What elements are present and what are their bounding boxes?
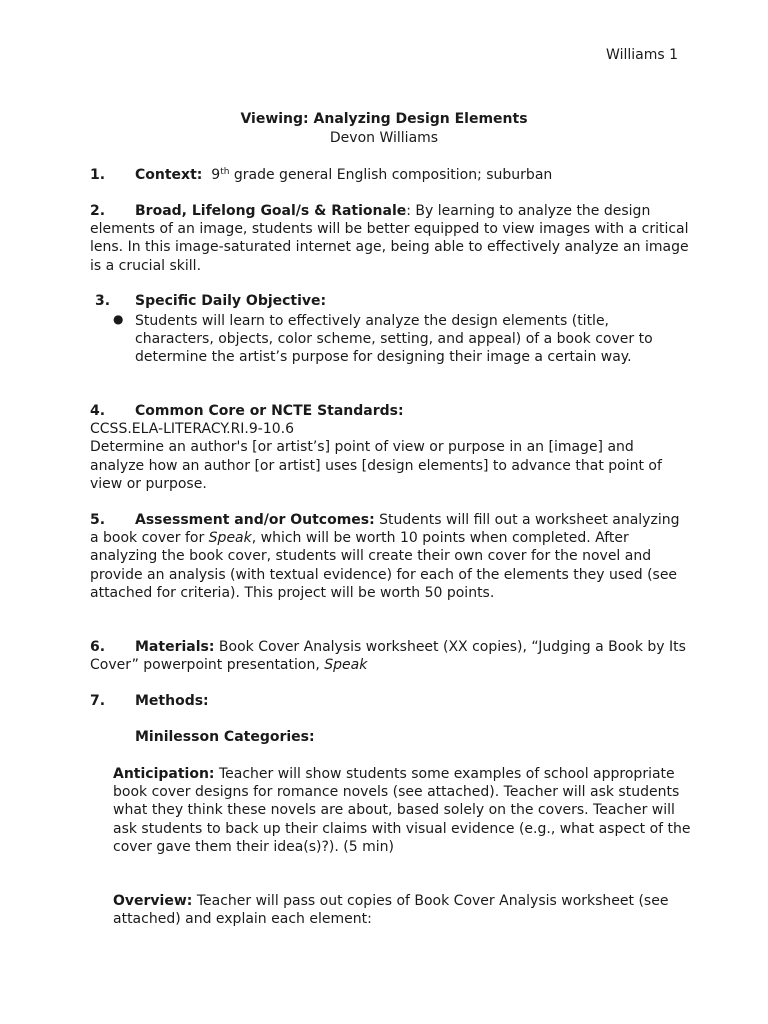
sub-heading: Minilesson Categories: — [135, 729, 315, 745]
page-header: Williams 1 — [606, 47, 678, 63]
section-number: 3. — [95, 293, 111, 309]
standard-code: CCSS.ELA-LITERACY.RI.9-10.6 — [90, 421, 295, 438]
section-number: 7. — [90, 693, 106, 709]
section-text: Students will fill out a worksheet analyzing a book cover for — [90, 512, 680, 547]
superscript: th — [220, 167, 230, 177]
objective-bullet-text: Students will learn to effectively analyze the design elements (title, characters, objects, color scheme, setting, and appeal) of a book cover to determine the artist’s purpose for designing their image a certain way. — [135, 313, 653, 366]
section-number: 1. — [90, 167, 106, 183]
section-label: Assessment and/or Outcomes: — [135, 512, 375, 528]
section-label: Common Core or NCTE Standards: — [135, 403, 404, 419]
paragraph-text: Teacher will show students some examples of school appropriate book cover designs for romance novels (see attached). Teacher will ask students what they think these novels are about, based solely on the covers. Teacher will ask students to back up their claims with visual evidence (e.g., what aspect of the cover gave them their idea(s)?). (5 min) — [113, 766, 691, 855]
section-text: Determine an author's [or artist’s] point of view or purpose in an [image] and analyze how an author [or artist] uses [design elements] to advance that point of view or purpose. — [90, 439, 662, 492]
section-number: 6. — [90, 639, 106, 655]
minilesson-heading — [135, 728, 735, 746]
section-objective — [95, 292, 695, 310]
section-label: Materials: — [135, 639, 215, 655]
section-text: : By learning to analyze the design elements of an image, students will be better equipped to view images with a critical lens. In this image-saturated internet age, being able to effectively analyze an image is a crucial skill. — [90, 203, 689, 274]
section-goal — [90, 202, 690, 275]
section-materials — [90, 638, 690, 674]
section-assessment — [90, 511, 690, 602]
anticipation-paragraph — [113, 765, 693, 856]
italic-title: Speak — [208, 530, 252, 547]
section-text: Book Cover Analysis worksheet (XX copies), “Judging a Book by Its Cover” powerpoint presentation, — [90, 639, 686, 674]
italic-title: Speak — [324, 657, 368, 674]
document-title — [0, 110, 768, 129]
section-label: Methods: — [135, 693, 209, 709]
section-label: Context: — [135, 167, 203, 183]
section-number: 5. — [90, 512, 106, 528]
overview-paragraph — [113, 892, 693, 928]
section-label: Specific Daily Objective: — [135, 293, 327, 309]
section-number: 2. — [90, 203, 106, 219]
section-text: 9 — [211, 167, 221, 183]
paragraph-label: Anticipation: — [113, 766, 215, 782]
section-text: , which will be worth 10 points when completed. After analyzing the book cover, students will create their own cover for the novel and provide an analysis (with textual evidence) for each of the elements they used (see attached for criteria). This project will be worth 50 points. — [90, 530, 678, 601]
section-methods — [90, 692, 690, 710]
paragraph-text: Teacher will pass out copies of Book Cover Analysis worksheet (see attached) and explain each element: — [113, 893, 669, 928]
author-name: Devon Williams — [329, 130, 439, 146]
section-label: Broad, Lifelong Goal/s & Rationale — [135, 203, 407, 219]
section-text: grade general English composition; suburban — [229, 167, 553, 183]
section-number: 4. — [90, 403, 106, 419]
section-context — [90, 166, 690, 184]
title-text: Viewing: Analyzing Design Elements — [240, 111, 528, 127]
bullet-icon: ● — [113, 312, 124, 326]
paragraph-label: Overview: — [113, 893, 193, 909]
section-standards — [90, 402, 690, 493]
